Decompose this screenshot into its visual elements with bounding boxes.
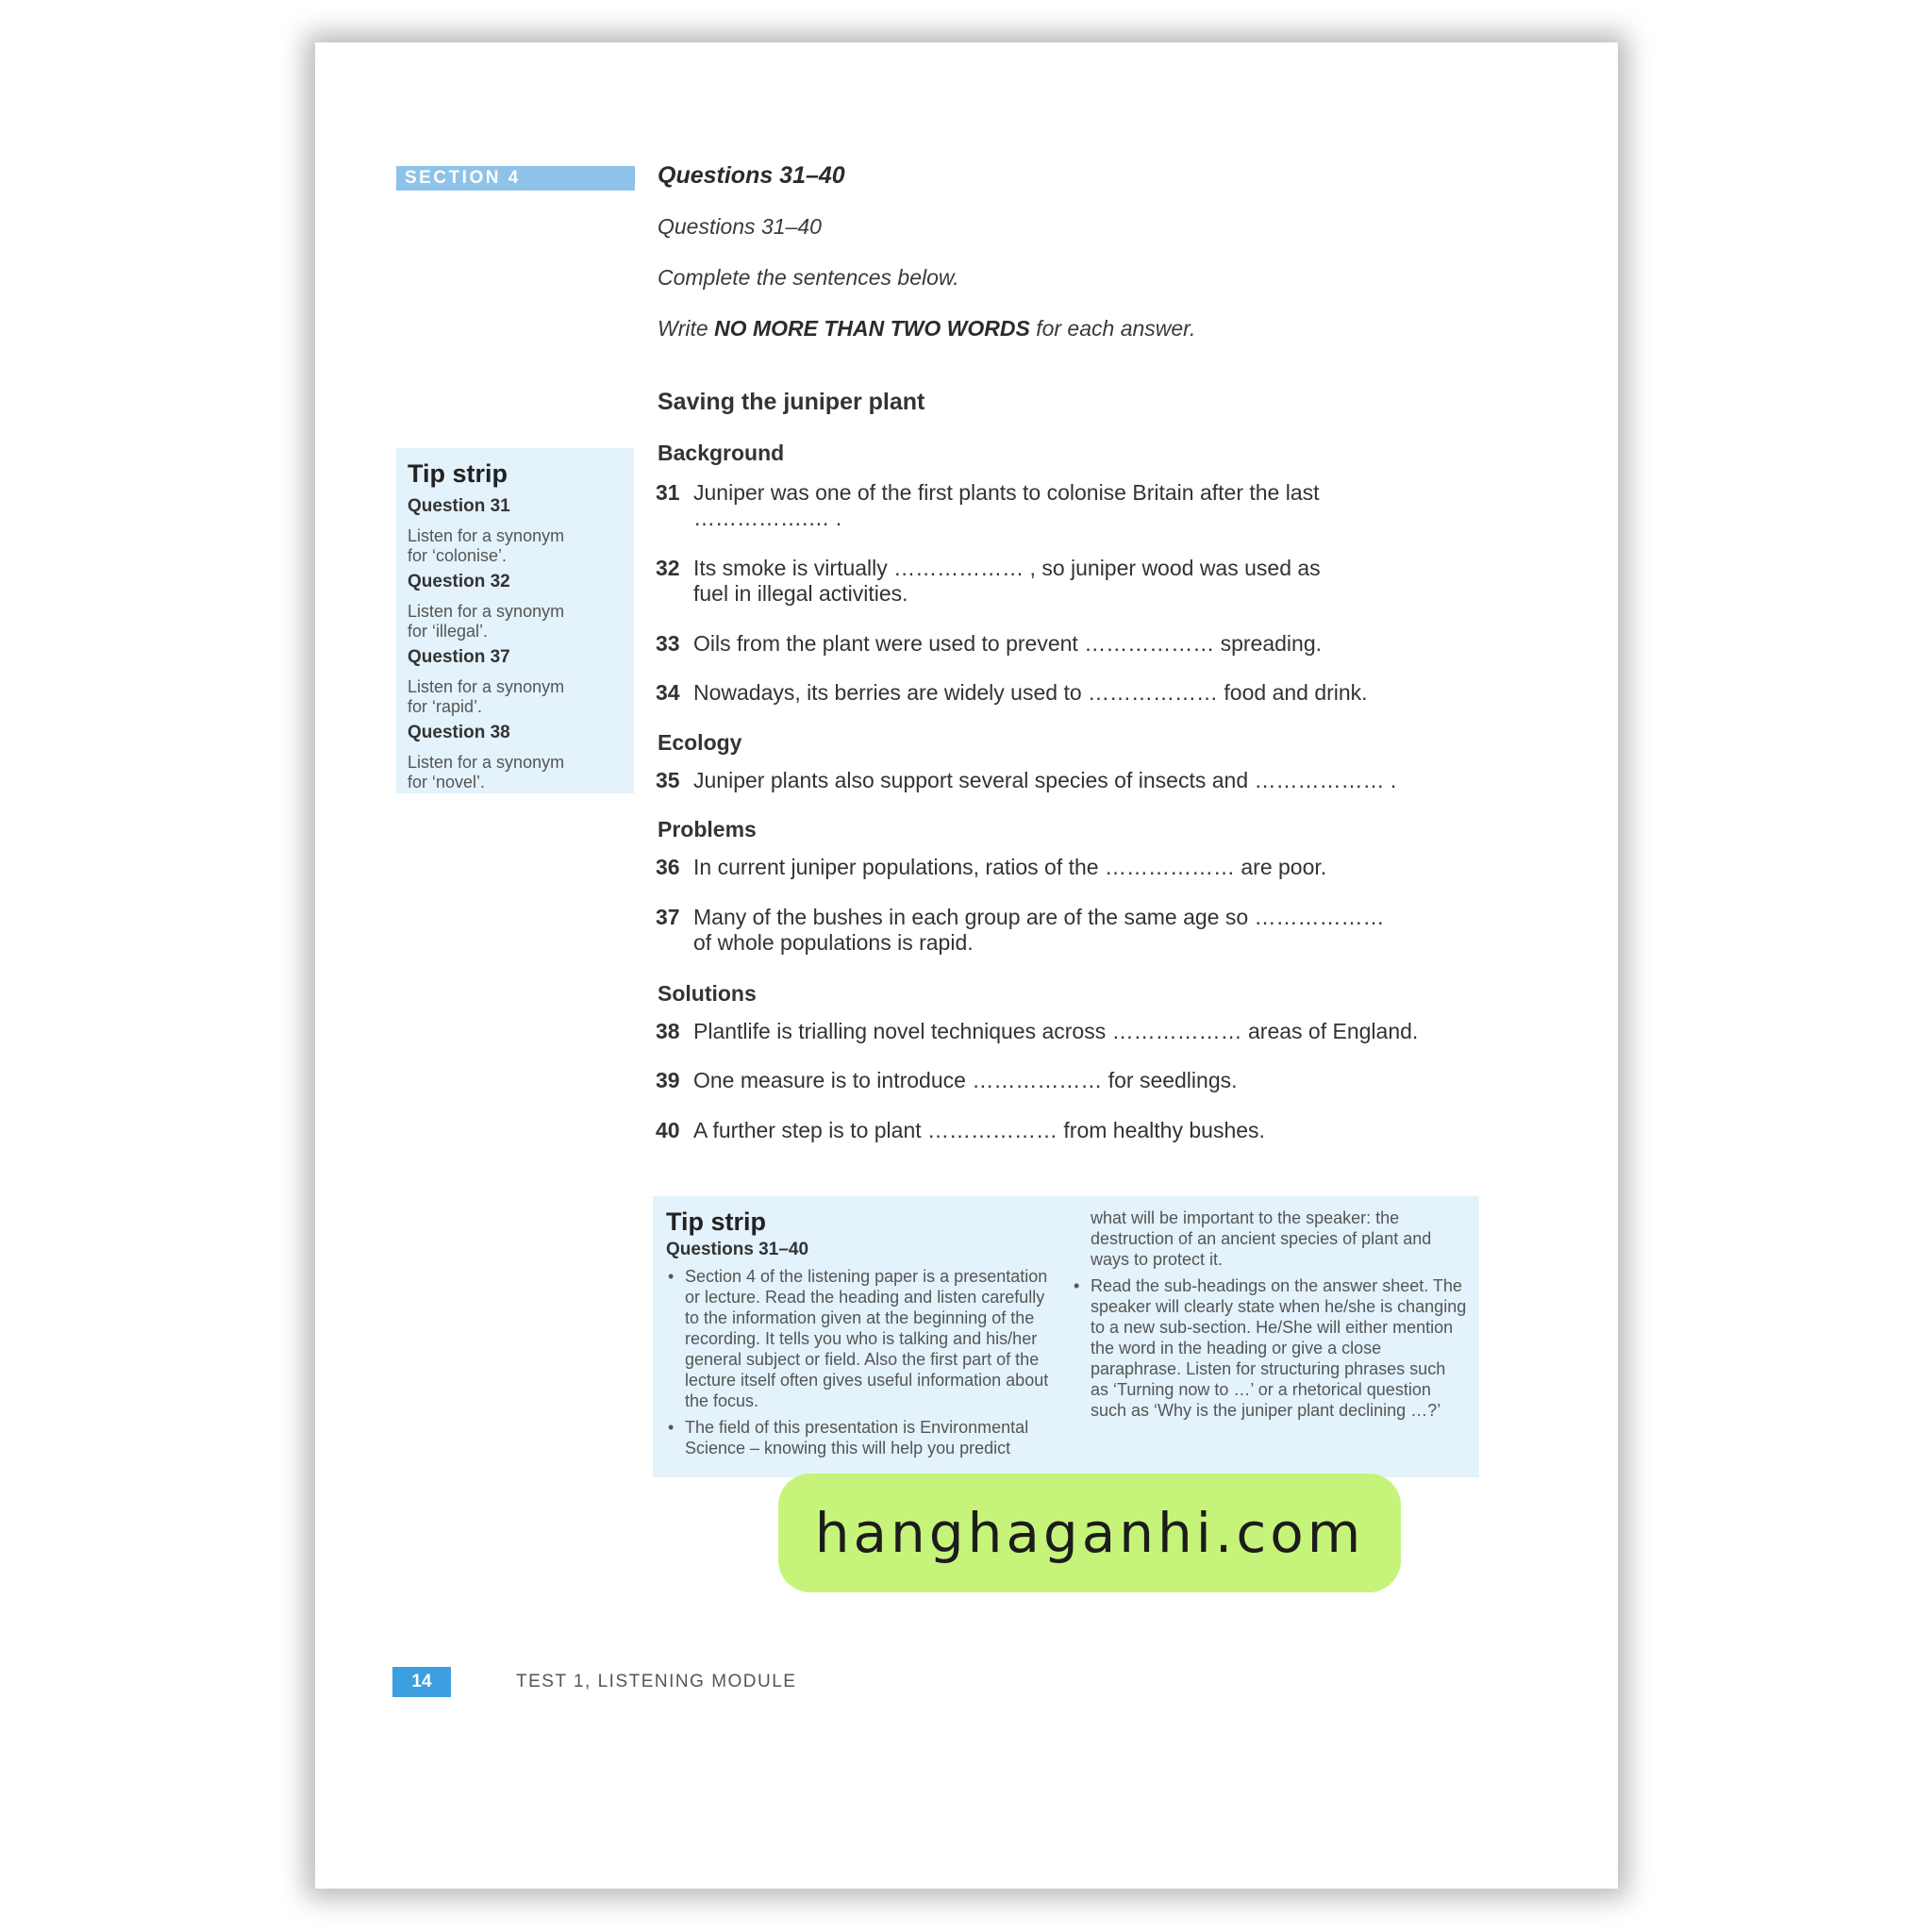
tip-text: Listen for a synonym for ‘colonise’. <box>408 526 565 565</box>
tip-strip-title: Tip strip <box>408 459 508 488</box>
question-number: 37 <box>656 905 680 929</box>
tip-bullet: • Read the sub-headings on the answer sheet. The speaker will clearly state when he/she is changing to a new sub-section. He/She will either mention the word in the heading or give a close paraphrase. Listen for structuring phrases such as ‘Turning now to …’ or a rhetorical question such as ‘Why is the juniper plant declining …?’ <box>1072 1275 1468 1421</box>
question-32 <box>656 556 1486 607</box>
tip-left-column <box>666 1266 1062 1464</box>
question-text-cont: of whole populations is rapid. <box>693 930 974 955</box>
question-number: 31 <box>656 480 680 505</box>
question-35 <box>656 768 1486 793</box>
question-text: Its smoke is virtually ……………… , so juniper wood was used as <box>693 556 1321 580</box>
tip-text: Listen for a synonym for ‘rapid’. <box>408 677 565 716</box>
question-text: Juniper plants also support several species of insects and ……………… . <box>693 768 1397 792</box>
tip-strip-title: Tip strip <box>666 1208 767 1236</box>
question-text: One measure is to introduce ……………… for seedlings. <box>693 1068 1238 1092</box>
side-tip-strip <box>396 448 634 793</box>
question-number: 33 <box>656 631 680 656</box>
subheading-solutions: Solutions <box>658 981 757 1006</box>
question-34 <box>656 680 1486 706</box>
question-text: A further step is to plant ……………… from healthy bushes. <box>693 1118 1265 1142</box>
question-39 <box>656 1068 1486 1093</box>
tip-question-label: Question 31 <box>408 496 510 516</box>
question-40 <box>656 1118 1486 1143</box>
tip-questions-label: Questions 31–40 <box>666 1240 809 1259</box>
question-text: In current juniper populations, ratios of the ……………… are poor. <box>693 855 1327 879</box>
instruction-line-2 <box>658 316 1195 341</box>
subheading-background: Background <box>658 441 785 465</box>
page-number: 14 <box>392 1667 451 1697</box>
subheading-problems: Problems <box>658 817 757 841</box>
question-text: Nowadays, its berries are widely used to ……………… food and drink. <box>693 680 1368 705</box>
question-number: 35 <box>656 768 680 792</box>
instruction-line-1: Complete the sentences below. <box>658 265 959 290</box>
footer-title: TEST 1, LISTENING MODULE <box>516 1672 797 1691</box>
questions-subheading: Questions 31–40 <box>658 214 822 239</box>
tip-question-label: Question 32 <box>408 572 510 591</box>
question-text: Oils from the plant were used to prevent ……………… spreading. <box>693 631 1323 656</box>
question-36 <box>656 855 1486 880</box>
question-number: 36 <box>656 855 680 879</box>
question-33 <box>656 631 1486 657</box>
tip-right-column <box>1072 1208 1468 1426</box>
question-text: Many of the bushes in each group are of the same age so ……………… <box>693 905 1385 929</box>
tip-bullet: • The field of this presentation is Environmental Science – knowing this will help you predict <box>666 1417 1062 1458</box>
tip-question-label: Question 38 <box>408 723 510 742</box>
questions-heading: Questions 31–40 <box>658 162 845 189</box>
watermark-badge: hanghaganhi.com <box>778 1474 1401 1592</box>
answer-blank[interactable]: …………….… . <box>693 506 842 530</box>
instruction-bold: NO MORE THAN TWO WORDS <box>714 316 1030 341</box>
question-31 <box>656 480 1486 531</box>
question-number: 40 <box>656 1118 680 1142</box>
tip-bullet: • Section 4 of the listening paper is a presentation or lecture. Read the heading and listen carefully to the information given at the beginning of the recording. It tells you who is talking and his/her general subject or field. Also the first part of the lecture itself often gives useful information about the focus. <box>666 1266 1062 1411</box>
question-number: 38 <box>656 1019 680 1043</box>
tip-text: Listen for a synonym for ‘novel’. <box>408 753 565 791</box>
question-37 <box>656 905 1486 956</box>
instruction-post: for each answer. <box>1029 316 1196 341</box>
instruction-pre: Write <box>658 316 715 341</box>
tip-bullet-continued: what will be important to the speaker: the destruction of an ancient species of plant and ways to protect it. <box>1091 1208 1432 1269</box>
tip-question-label: Question 37 <box>408 647 510 667</box>
section-label: SECTION 4 <box>396 166 635 191</box>
question-number: 39 <box>656 1068 680 1092</box>
question-number: 34 <box>656 680 680 705</box>
question-text-cont: fuel in illegal activities. <box>693 581 908 606</box>
question-text: Juniper was one of the first plants to colonise Britain after the last <box>693 480 1320 505</box>
question-text: Plantlife is trialling novel techniques across ……………… areas of England. <box>693 1019 1419 1043</box>
question-38 <box>656 1019 1486 1044</box>
subheading-ecology: Ecology <box>658 730 742 755</box>
bottom-tip-strip <box>653 1196 1479 1477</box>
tip-text: Listen for a synonym for ‘illegal’. <box>408 602 565 641</box>
question-number: 32 <box>656 556 680 580</box>
document-title: Saving the juniper plant <box>658 389 925 415</box>
